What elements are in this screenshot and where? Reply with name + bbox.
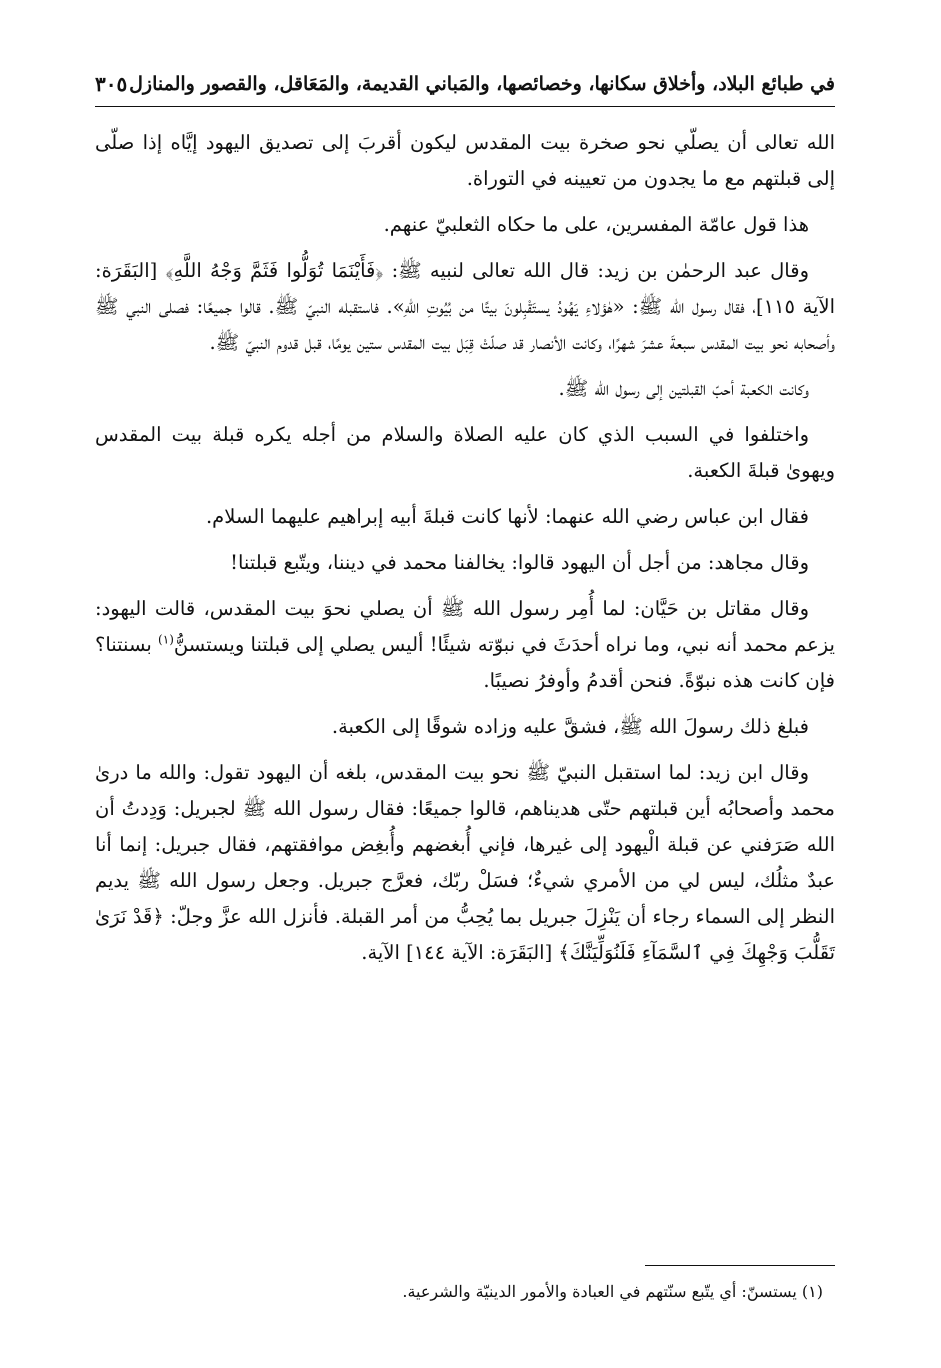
paragraph: فقال ابن عباس رضي الله عنهما: لأنها كانت قبلةَ أبيه إبراهيم عليهما السلام.	[205, 505, 809, 528]
paragraph: فبلغ ذلك رسولَ الله ﷺ، فشقَّ عليه وزاده شوقًا إلى الكعبة.	[331, 715, 809, 738]
footnote-divider	[645, 1265, 835, 1266]
page-number: ٣٠٥	[95, 72, 128, 96]
paragraph: وقال مجاهد: من أجل أن اليهود قالوا: يخالفنا محمد في ديننا، ويتّبع قبلتنا!	[230, 551, 809, 574]
paragraph: وقال ابن زيد: لما استقبل النبيّ ﷺ نحو بيت المقدس، بلغه أن اليهود تقول: والله ما درىٰ محمد وأصحابُه أين قبلتهم حتّى هديناهم، قالوا جميعًا: فقال رسول الله ﷺ لجبريل: وَدِدتُ أن الله صَرَفني عن قبلة الْيهود إلى غيرها، فإني أُبغضهم وأُبغِض موافقتهم، فقال جبريل: إنما أنا عبدٌ مثلُك، ليس لي من الأمري شيءٌ؛ فسَلْ ربّك، فعرَّج جبريل. وجعل رسول الله ﷺ يديم النظر إلى السماء رجاء أن يَنْزِلَ جبريل بما يُحِبُّ من أمر القبلة. فأنزل الله عزَّ وجلّ: ﴿قَدْ نَرَىٰ تَقَلُّبَ وَجْهِكَ فِي ٱلسَّمَآءِ فَلَنُوَلِّيَنَّكَ﴾ [البَقَرَة: الآية ١٤٤] الآية.	[95, 761, 835, 964]
footnote: (١) يستسنّ: أي يتّبع سنّتهم في العبادة والأمور الدينيّة والشرعية.	[402, 1282, 823, 1301]
paragraph: هذا قول عامّة المفسرين، على ما حكاه الثعلبيّ عنهم.	[383, 213, 809, 236]
paragraph: واختلفوا في السبب الذي كان عليه الصلاة والسلام من أجله يكره قبلة بيت المقدس ويهوىٰ قبلةَ الكعبة.	[95, 423, 835, 482]
footnote-reference[interactable]: (١)	[158, 632, 174, 647]
main-text	[95, 125, 835, 981]
paragraph: وكانت الكعبة أحبّ القبلتين إلى رسول الله ﷺ.	[558, 377, 809, 400]
paragraph: وقال عبد الرحمٰن بن زيد: قال الله تعالى لنبيه ﷺ: ﴿فَأَيْنَمَا تُوَلُّوا فَثَمَّ وَجْهُ اللَّهِ﴾ [البَقَرَة: الآية ١١٥]، فقال رسول الله ﷺ: «هٰؤلاءِ يَهُودُ يستَقْبِلونَ بيتًا من بُيُوتِ اللهِ». فاستقبله النبيّ ﷺ. قالوا جميعًا: فصلى النبي ﷺ وأصحابه نحو بيت المقدس سبعةَ عشرَ شهرًا، وكانت الأنصار قد صلّتْ قِبَل بيت المقدس ستين يومًا، قبل قدوم النبيّ ﷺ.	[95, 259, 836, 354]
running-title: في طبائع البلاد، وأخلاق سكانها، وخصائصها، والمَباني القديمة، والمَعَاقل، والقصور والمنازل	[129, 73, 835, 95]
paragraph-text: بسنتنا؟ فإن كانت هذه نبوّةً. فنحن أقدمُ وأوفرُ نصيبًا.	[95, 633, 835, 692]
running-header	[95, 62, 835, 107]
paragraph: الله تعالى أن يصلّي نحو صخرة بيت المقدس ليكون أقربَ إلى تصديق اليهود إيَّاه إذا صلّى إلى قبلتهم مع ما يجدون من تعيينه في التوراة.	[95, 131, 835, 190]
paragraph-text: وقال مقاتل بن حَيَّان: لما أُمِر رسول الله ﷺ أن يصلي نحوَ بيت المقدس، قالت اليهود: يزعم محمد أنه نبي، وما نراه أحدَثَ في نبوّته شيئًا! أليس يصلي إلى قبلتنا ويستسنُّ	[95, 597, 835, 656]
paragraph	[95, 591, 835, 699]
